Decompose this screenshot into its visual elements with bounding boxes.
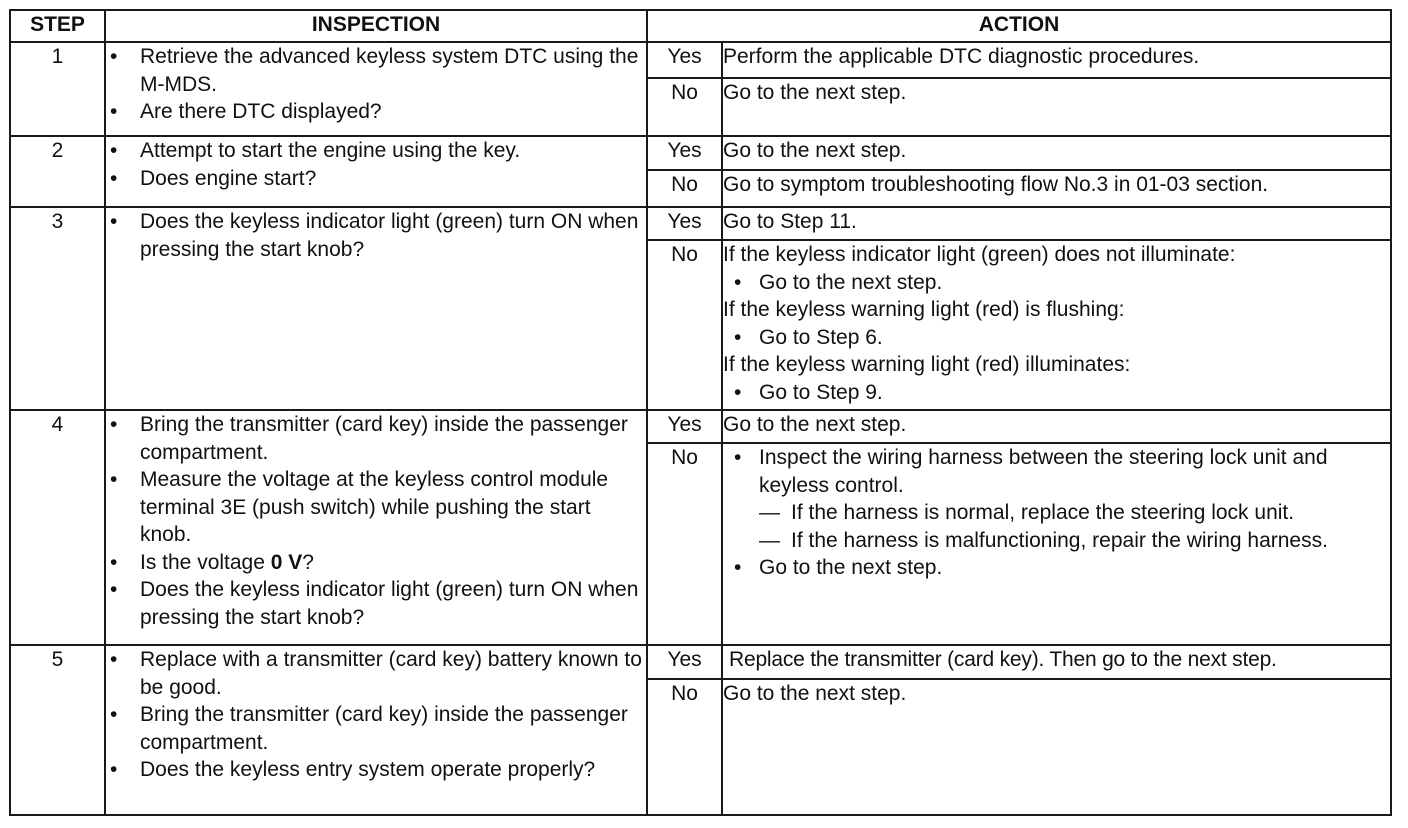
- inspection-item: • Bring the transmitter (card key) inside the passenger compartment.: [106, 411, 646, 466]
- yes-action: Go to the next step.: [722, 410, 1391, 443]
- no-action: [722, 443, 1391, 645]
- no-action: [722, 240, 1391, 410]
- diagnostic-table: [9, 9, 1392, 816]
- inspection-header: INSPECTION: [105, 10, 647, 42]
- inspection-item: • Are there DTC displayed?: [106, 98, 646, 126]
- action-item: • Go to Step 6.: [723, 324, 1390, 352]
- yes-label: Yes: [647, 136, 722, 170]
- yes-label: Yes: [647, 207, 722, 240]
- inspection-text: Is the voltage: [140, 550, 271, 574]
- action-header: ACTION: [647, 10, 1391, 42]
- action-item: • Go to the next step.: [723, 554, 1390, 582]
- no-action: Go to the next step.: [722, 78, 1391, 136]
- step-4-yes-row: [10, 410, 1391, 443]
- step-header: STEP: [10, 10, 105, 42]
- yes-label: Yes: [647, 410, 722, 443]
- inspection-item: • Measure the voltage at the keyless control module terminal 3E (push switch) while pushing the start knob.: [106, 466, 646, 549]
- no-label: No: [647, 240, 722, 410]
- condition-text: If the keyless warning light (red) is flushing:: [723, 298, 1125, 321]
- no-label: No: [647, 443, 722, 645]
- inspection-item: • Retrieve the advanced keyless system DTC using the M-MDS.: [106, 43, 646, 98]
- condition-text: If the keyless indicator light (green) does not illuminate:: [723, 243, 1236, 266]
- yes-action: Go to the next step.: [722, 136, 1391, 170]
- step-1-yes-row: [10, 42, 1391, 78]
- header-row: [10, 10, 1391, 42]
- yes-label: Yes: [647, 42, 722, 78]
- sub-item: — If the harness is malfunctioning, repair the wiring harness.: [759, 527, 1390, 555]
- no-label: No: [647, 679, 722, 815]
- inspection-item: • Replace with a transmitter (card key) battery known to be good.: [106, 646, 646, 701]
- step-3-yes-row: [10, 207, 1391, 240]
- action-item: • Go to the next step.: [723, 269, 1390, 297]
- inspection-item: [106, 549, 646, 577]
- inspection-cell: [105, 207, 647, 410]
- inspection-item: • Does engine start?: [106, 165, 646, 193]
- action-text: Inspect the wiring harness between the steering lock unit and keyless control.: [759, 446, 1328, 497]
- inspection-cell: [105, 136, 647, 207]
- inspection-cell: [105, 42, 647, 136]
- yes-action: Perform the applicable DTC diagnostic procedures.: [722, 42, 1391, 78]
- inspection-cell: [105, 410, 647, 645]
- step-number: 2: [10, 136, 105, 207]
- inspection-item: • Bring the transmitter (card key) inside the passenger compartment.: [106, 701, 646, 756]
- no-action: Go to symptom troubleshooting flow No.3 in 01-03 section.: [722, 170, 1391, 207]
- no-label: No: [647, 170, 722, 207]
- sub-item: — If the harness is normal, replace the steering lock unit.: [759, 499, 1390, 527]
- step-2-yes-row: [10, 136, 1391, 170]
- inspection-item: • Does the keyless indicator light (green) turn ON when pressing the start knob?: [106, 208, 646, 263]
- yes-action: Replace the transmitter (card key). Then go to the next step.: [722, 645, 1391, 679]
- inspection-text: ?: [302, 550, 314, 574]
- inspection-item: • Does the keyless indicator light (green) turn ON when pressing the start knob?: [106, 576, 646, 631]
- step-number: 3: [10, 207, 105, 410]
- yes-action: Go to Step 11.: [722, 207, 1391, 240]
- no-action: Go to the next step.: [722, 679, 1391, 815]
- yes-label: Yes: [647, 645, 722, 679]
- no-label: No: [647, 78, 722, 136]
- voltage-value: 0 V: [270, 550, 303, 574]
- action-item: [723, 444, 1390, 554]
- inspection-item: • Does the keyless entry system operate properly?: [106, 756, 646, 784]
- step-number: 4: [10, 410, 105, 645]
- step-5-yes-row: [10, 645, 1391, 679]
- inspection-cell: [105, 645, 647, 815]
- step-number: 1: [10, 42, 105, 136]
- action-item: • Go to Step 9.: [723, 379, 1390, 407]
- step-number: 5: [10, 645, 105, 815]
- condition-text: If the keyless warning light (red) illuminates:: [723, 353, 1131, 376]
- inspection-item: • Attempt to start the engine using the key.: [106, 137, 646, 165]
